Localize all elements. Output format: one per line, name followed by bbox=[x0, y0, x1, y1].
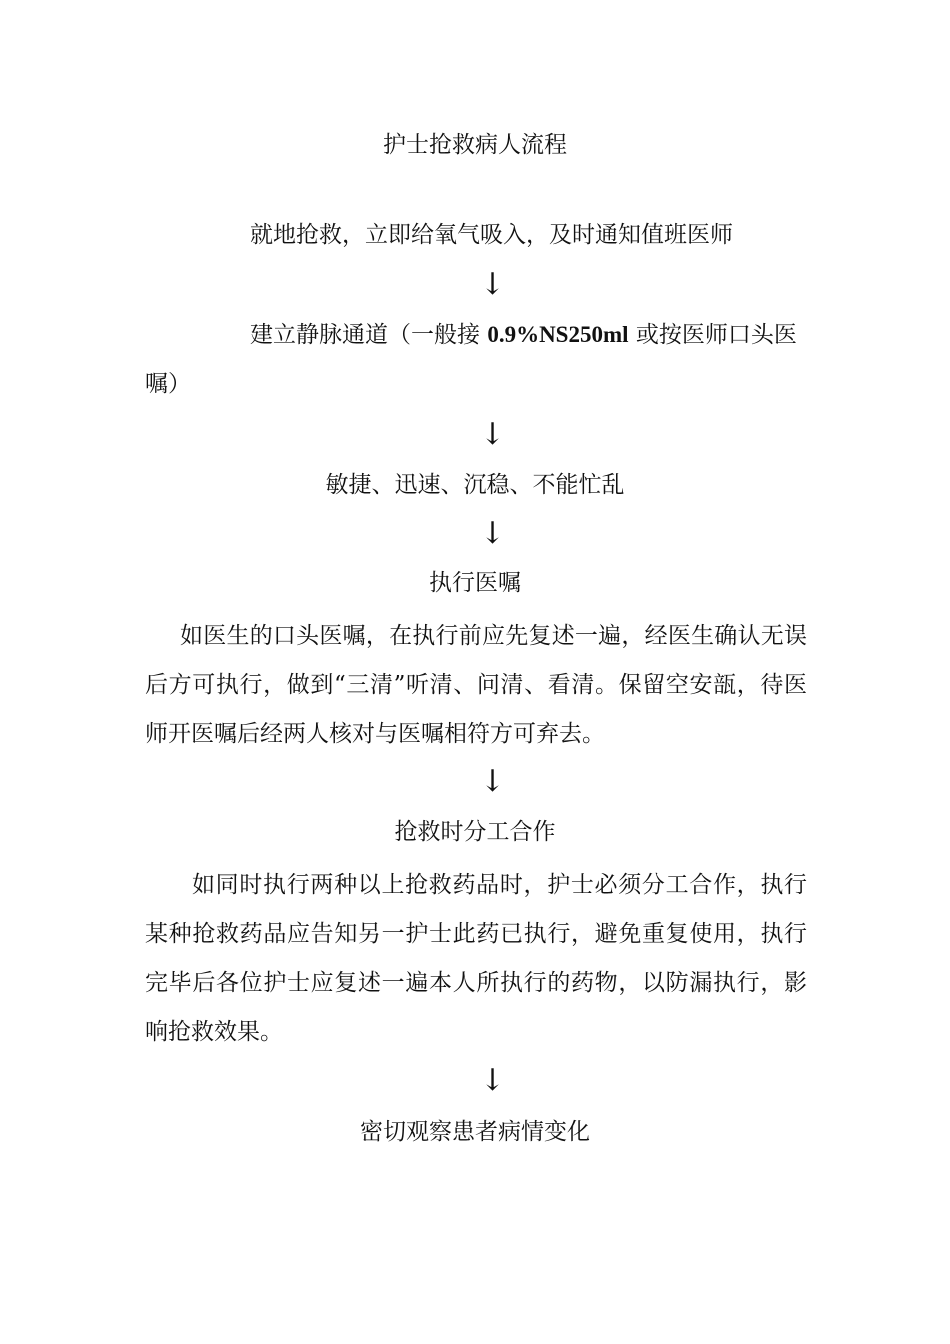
step-iv-access bbox=[250, 320, 797, 350]
step-execute-orders-body: 如医生的口头医嘱，在执行前应先复述一遍，经医生确认无误后方可执行，做到“三清”听清、问清、看清。保留空安瓿，待医师开医嘱后经两人核对与医嘱相符方可弃去。 bbox=[145, 623, 807, 747]
flow-arrow-down-icon: ↓ bbox=[479, 417, 506, 452]
flow-arrow-down-icon: ↓ bbox=[479, 267, 506, 302]
step-iv-access-wrap: 嘱） bbox=[145, 371, 191, 397]
step-onsite-rescue: 就地抢救，立即给氧气吸入，及时通知值班医师 bbox=[250, 222, 733, 248]
flow-arrow-down-icon: ↓ bbox=[479, 516, 506, 551]
step-iv-access-prefix: 建立静脉通道（一般接 bbox=[250, 322, 488, 348]
flow-arrow-down-icon: ↓ bbox=[479, 1063, 506, 1098]
step-iv-access-solution: 0.9%NS250ml bbox=[487, 322, 629, 347]
step-observe-condition: 密切观察患者病情变化 bbox=[360, 1119, 590, 1145]
step-teamwork-title: 抢救时分工合作 bbox=[394, 819, 556, 845]
step-execute-orders-title: 执行医嘱 bbox=[429, 570, 521, 596]
step-iv-access-suffix: 或按医师口头医 bbox=[628, 322, 797, 348]
step-teamwork-body: 如同时执行两种以上抢救药品时，护士必须分工合作，执行某种抢救药品应告知另一护士此药已执行，避免重复使用，执行完毕后各位护士应复述一遍本人所执行的药物，以防漏执行，影响抢救效果。 bbox=[145, 872, 807, 1045]
step-calm-manner: 敏捷、迅速、沉稳、不能忙乱 bbox=[325, 472, 625, 498]
page-title: 护士抢救病人流程 bbox=[383, 132, 567, 158]
flow-arrow-down-icon: ↓ bbox=[479, 764, 506, 799]
